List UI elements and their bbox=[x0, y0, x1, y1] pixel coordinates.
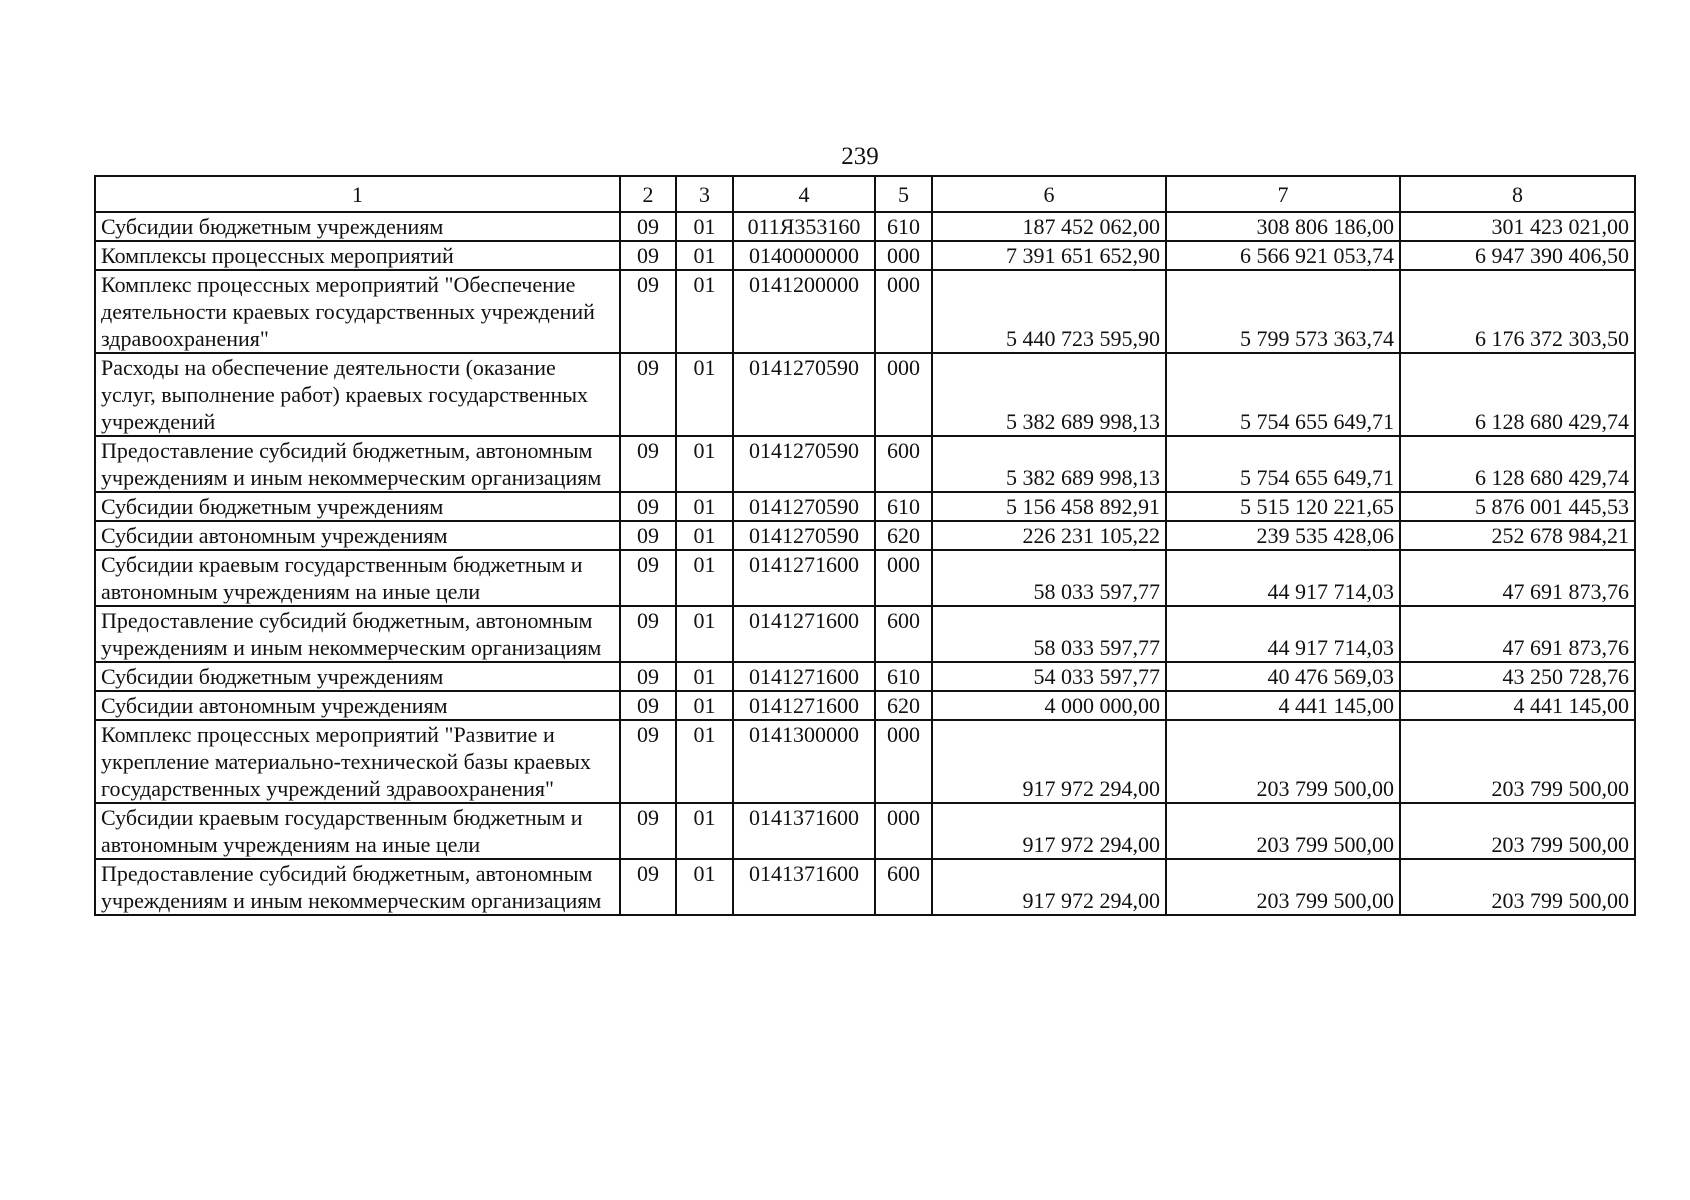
amount-col-8: 203 799 500,00 bbox=[1400, 803, 1635, 859]
amount-col-6: 54 033 597,77 bbox=[932, 662, 1166, 691]
amount-col-8: 6 176 372 303,50 bbox=[1400, 270, 1635, 353]
amount-col-6: 226 231 105,22 bbox=[932, 521, 1166, 550]
section-code: 09 bbox=[620, 720, 676, 803]
row-name: Субсидии краевым государственным бюджетным и автономным учреждениям на иные цели bbox=[95, 803, 620, 859]
section-code: 09 bbox=[620, 241, 676, 270]
target-article-code: 0141270590 bbox=[733, 521, 875, 550]
target-article-code: 0141271600 bbox=[733, 606, 875, 662]
amount-col-8: 5 876 001 445,53 bbox=[1400, 492, 1635, 521]
amount-col-8: 47 691 873,76 bbox=[1400, 550, 1635, 606]
row-name: Предоставление субсидий бюджетным, автономным учреждениям и иным некоммерческим организациям bbox=[95, 436, 620, 492]
target-article-code: 0141271600 bbox=[733, 662, 875, 691]
page-number: 239 bbox=[841, 143, 879, 170]
target-article-code: 0141270590 bbox=[733, 353, 875, 436]
amount-col-6: 7 391 651 652,90 bbox=[932, 241, 1166, 270]
subsection-code: 01 bbox=[676, 662, 733, 691]
amount-col-8: 6 128 680 429,74 bbox=[1400, 436, 1635, 492]
target-article-code: 011Я353160 bbox=[733, 212, 875, 241]
table-row bbox=[95, 212, 1635, 241]
table-row bbox=[95, 606, 1635, 662]
expense-type-code: 000 bbox=[875, 241, 932, 270]
row-name: Комплексы процессных мероприятий bbox=[95, 241, 620, 270]
section-code: 09 bbox=[620, 803, 676, 859]
amount-col-7: 203 799 500,00 bbox=[1166, 859, 1400, 915]
section-code: 09 bbox=[620, 662, 676, 691]
table-row bbox=[95, 492, 1635, 521]
amount-col-8: 6 128 680 429,74 bbox=[1400, 353, 1635, 436]
header-row bbox=[95, 176, 1635, 212]
section-code: 09 bbox=[620, 521, 676, 550]
target-article-code: 0141270590 bbox=[733, 436, 875, 492]
table-row bbox=[95, 720, 1635, 803]
table-body bbox=[95, 212, 1635, 915]
target-article-code: 0141371600 bbox=[733, 803, 875, 859]
target-article-code: 0141300000 bbox=[733, 720, 875, 803]
subsection-code: 01 bbox=[676, 550, 733, 606]
expense-type-code: 610 bbox=[875, 492, 932, 521]
column-header-1: 1 bbox=[95, 176, 620, 212]
table-row bbox=[95, 241, 1635, 270]
table-row bbox=[95, 353, 1635, 436]
amount-col-8: 203 799 500,00 bbox=[1400, 859, 1635, 915]
expense-type-code: 000 bbox=[875, 720, 932, 803]
expense-type-code: 000 bbox=[875, 270, 932, 353]
table-row bbox=[95, 859, 1635, 915]
section-code: 09 bbox=[620, 492, 676, 521]
amount-col-7: 203 799 500,00 bbox=[1166, 803, 1400, 859]
row-name: Предоставление субсидий бюджетным, автономным учреждениям и иным некоммерческим организациям bbox=[95, 606, 620, 662]
column-header-3: 3 bbox=[676, 176, 733, 212]
section-code: 09 bbox=[620, 353, 676, 436]
target-article-code: 0141271600 bbox=[733, 550, 875, 606]
amount-col-7: 203 799 500,00 bbox=[1166, 720, 1400, 803]
amount-col-7: 5 754 655 649,71 bbox=[1166, 353, 1400, 436]
row-name: Комплекс процессных мероприятий "Развитие и укрепление материально-технической базы краевых государственных учреждений здравоохранения" bbox=[95, 720, 620, 803]
amount-col-8: 4 441 145,00 bbox=[1400, 691, 1635, 720]
section-code: 09 bbox=[620, 859, 676, 915]
row-name: Субсидии автономным учреждениям bbox=[95, 521, 620, 550]
table-row bbox=[95, 662, 1635, 691]
table-row bbox=[95, 803, 1635, 859]
column-header-4: 4 bbox=[733, 176, 875, 212]
row-name: Субсидии бюджетным учреждениям bbox=[95, 492, 620, 521]
amount-col-6: 917 972 294,00 bbox=[932, 720, 1166, 803]
amount-col-6: 5 382 689 998,13 bbox=[932, 436, 1166, 492]
amount-col-7: 239 535 428,06 bbox=[1166, 521, 1400, 550]
expense-type-code: 610 bbox=[875, 212, 932, 241]
amount-col-8: 301 423 021,00 bbox=[1400, 212, 1635, 241]
amount-col-6: 4 000 000,00 bbox=[932, 691, 1166, 720]
row-name: Комплекс процессных мероприятий "Обеспечение деятельности краевых государственных учреждений здравоохранения" bbox=[95, 270, 620, 353]
subsection-code: 01 bbox=[676, 212, 733, 241]
amount-col-7: 44 917 714,03 bbox=[1166, 606, 1400, 662]
amount-col-6: 5 156 458 892,91 bbox=[932, 492, 1166, 521]
table-row bbox=[95, 436, 1635, 492]
amount-col-7: 5 754 655 649,71 bbox=[1166, 436, 1400, 492]
subsection-code: 01 bbox=[676, 492, 733, 521]
row-name: Субсидии краевым государственным бюджетным и автономным учреждениям на иные цели bbox=[95, 550, 620, 606]
subsection-code: 01 bbox=[676, 270, 733, 353]
amount-col-8: 203 799 500,00 bbox=[1400, 720, 1635, 803]
target-article-code: 0141270590 bbox=[733, 492, 875, 521]
table-row bbox=[95, 691, 1635, 720]
amount-col-7: 44 917 714,03 bbox=[1166, 550, 1400, 606]
column-header-6: 6 bbox=[932, 176, 1166, 212]
subsection-code: 01 bbox=[676, 606, 733, 662]
amount-col-8: 43 250 728,76 bbox=[1400, 662, 1635, 691]
amount-col-6: 917 972 294,00 bbox=[932, 859, 1166, 915]
row-name: Субсидии автономным учреждениям bbox=[95, 691, 620, 720]
subsection-code: 01 bbox=[676, 353, 733, 436]
amount-col-8: 47 691 873,76 bbox=[1400, 606, 1635, 662]
amount-col-7: 5 799 573 363,74 bbox=[1166, 270, 1400, 353]
column-header-2: 2 bbox=[620, 176, 676, 212]
expense-type-code: 600 bbox=[875, 436, 932, 492]
section-code: 09 bbox=[620, 606, 676, 662]
section-code: 09 bbox=[620, 550, 676, 606]
row-name: Предоставление субсидий бюджетным, автономным учреждениям и иным некоммерческим организациям bbox=[95, 859, 620, 915]
row-name: Субсидии бюджетным учреждениям bbox=[95, 212, 620, 241]
amount-col-6: 187 452 062,00 bbox=[932, 212, 1166, 241]
table-row bbox=[95, 521, 1635, 550]
target-article-code: 0140000000 bbox=[733, 241, 875, 270]
expense-type-code: 000 bbox=[875, 550, 932, 606]
amount-col-6: 5 440 723 595,90 bbox=[932, 270, 1166, 353]
column-header-8: 8 bbox=[1400, 176, 1635, 212]
section-code: 09 bbox=[620, 212, 676, 241]
column-header-5: 5 bbox=[875, 176, 932, 212]
expense-type-code: 000 bbox=[875, 353, 932, 436]
column-header-7: 7 bbox=[1166, 176, 1400, 212]
amount-col-7: 4 441 145,00 bbox=[1166, 691, 1400, 720]
section-code: 09 bbox=[620, 691, 676, 720]
expense-type-code: 600 bbox=[875, 859, 932, 915]
target-article-code: 0141371600 bbox=[733, 859, 875, 915]
expense-type-code: 620 bbox=[875, 521, 932, 550]
amount-col-8: 6 947 390 406,50 bbox=[1400, 241, 1635, 270]
row-name: Субсидии бюджетным учреждениям bbox=[95, 662, 620, 691]
subsection-code: 01 bbox=[676, 521, 733, 550]
target-article-code: 0141271600 bbox=[733, 691, 875, 720]
amount-col-7: 40 476 569,03 bbox=[1166, 662, 1400, 691]
subsection-code: 01 bbox=[676, 720, 733, 803]
subsection-code: 01 bbox=[676, 691, 733, 720]
target-article-code: 0141200000 bbox=[733, 270, 875, 353]
amount-col-6: 58 033 597,77 bbox=[932, 550, 1166, 606]
subsection-code: 01 bbox=[676, 803, 733, 859]
subsection-code: 01 bbox=[676, 859, 733, 915]
expense-type-code: 620 bbox=[875, 691, 932, 720]
expense-type-code: 600 bbox=[875, 606, 932, 662]
budget-table bbox=[94, 175, 1636, 916]
subsection-code: 01 bbox=[676, 241, 733, 270]
amount-col-7: 5 515 120 221,65 bbox=[1166, 492, 1400, 521]
expense-type-code: 610 bbox=[875, 662, 932, 691]
amount-col-6: 917 972 294,00 bbox=[932, 803, 1166, 859]
section-code: 09 bbox=[620, 436, 676, 492]
amount-col-7: 6 566 921 053,74 bbox=[1166, 241, 1400, 270]
amount-col-8: 252 678 984,21 bbox=[1400, 521, 1635, 550]
amount-col-7: 308 806 186,00 bbox=[1166, 212, 1400, 241]
amount-col-6: 5 382 689 998,13 bbox=[932, 353, 1166, 436]
table-header bbox=[95, 176, 1635, 212]
expense-type-code: 000 bbox=[875, 803, 932, 859]
subsection-code: 01 bbox=[676, 436, 733, 492]
row-name: Расходы на обеспечение деятельности (оказание услуг, выполнение работ) краевых государственных учреждений bbox=[95, 353, 620, 436]
amount-col-6: 58 033 597,77 bbox=[932, 606, 1166, 662]
table-row bbox=[95, 270, 1635, 353]
table-row bbox=[95, 550, 1635, 606]
section-code: 09 bbox=[620, 270, 676, 353]
